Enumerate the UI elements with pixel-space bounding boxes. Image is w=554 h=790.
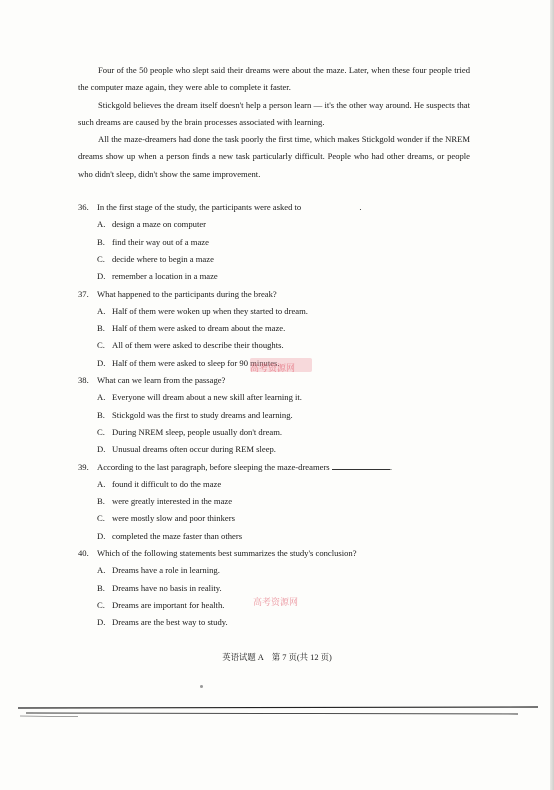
question-stem: What can we learn from the passage?	[97, 375, 226, 386]
option-c: C. During NREM sleep, people usually don't dream.	[97, 426, 283, 437]
option-a: A. Half of them were woken up when they started to dream.	[97, 305, 308, 316]
option-b: B. were greatly interested in the maze	[97, 496, 233, 507]
passage-paragraph-3: All the maze-dreamers had done the task poorly the first time, which makes Stickgold wonder if the NREM dreams show up when a person finds a new task particularly difficult. People who had other dreams, or people who didn't sleep, didn't show the same improvement.	[78, 134, 470, 179]
option-b: B. Half of them were asked to dream about the maze.	[97, 323, 286, 334]
passage-paragraph-2: Stickgold believes the dream itself doesn't help a person learn — it's the other way around. He suspects that such dreams are caused by the brain processes associated with learning.	[78, 99, 470, 127]
question-number: 40.	[78, 548, 89, 559]
watermark-logo: 高考资源网	[253, 598, 299, 608]
option-c: C. All of them were asked to describe their thoughts.	[97, 340, 284, 351]
options-list	[78, 476, 470, 545]
option-b: B. Dreams have no basis in reality.	[97, 582, 222, 593]
option-c: C. Dreams are important for health.	[97, 599, 225, 610]
option-a: A. Dreams have a role in learning.	[97, 565, 220, 576]
question-stem: In the first stage of the study, the participants were asked to	[97, 202, 302, 213]
option-d: D. remember a location in a maze	[97, 271, 218, 282]
question-40	[78, 545, 470, 631]
question-stem: Which of the following statements best summarizes the study's conclusion?	[97, 548, 357, 559]
passage-paragraph-1: Four of the 50 people who slept said their dreams were about the maze. Later, when these four people tried the computer maze again, they were able to complete it faster.	[78, 65, 470, 93]
bottom-rule	[18, 704, 538, 720]
option-a: A. found it difficult to do the maze	[97, 478, 222, 489]
question-stem: According to the last paragraph, before sleeping the maze-dreamers	[97, 461, 330, 472]
options-list	[78, 216, 470, 285]
option-a: A. Everyone will dream about a new skill after learning it.	[97, 392, 302, 403]
page-edge	[550, 0, 554, 790]
question-number: 38.	[78, 375, 89, 386]
scan-smudge	[200, 685, 203, 688]
option-b: B. Stickgold was the first to study dreams and learning.	[97, 409, 293, 420]
option-c: C. decide where to begin a maze	[97, 253, 214, 264]
question-number: 37.	[78, 288, 89, 299]
option-c: C. were mostly slow and poor thinkers	[97, 513, 235, 524]
option-d: D. Unusual dreams often occur during REM sleep.	[97, 444, 276, 455]
question-stem: What happened to the participants during the break?	[97, 288, 277, 299]
answer-blank	[332, 469, 390, 470]
question-38	[78, 372, 470, 458]
blank-tail: .	[389, 461, 392, 472]
option-d: D. Half of them were asked to sleep for 90 minutes.	[97, 357, 280, 368]
page-footer: 英语试题 A 第 7 页(共 12 页)	[222, 653, 332, 662]
question-number: 39.	[78, 461, 89, 472]
options-list	[78, 389, 470, 458]
question-number: 36.	[78, 202, 89, 213]
question-39	[78, 459, 470, 545]
option-d: D. Dreams are the best way to study.	[97, 617, 228, 628]
watermark-stamp: 高考资源网	[250, 358, 312, 372]
blank-tail: .	[359, 202, 362, 213]
option-d: D. completed the maze faster than others	[97, 530, 243, 541]
option-b: B. find their way out of a maze	[97, 236, 209, 247]
section-gap	[78, 183, 470, 199]
question-36	[78, 199, 470, 285]
option-a: A. design a maze on computer	[97, 219, 207, 230]
document-body	[78, 62, 470, 632]
